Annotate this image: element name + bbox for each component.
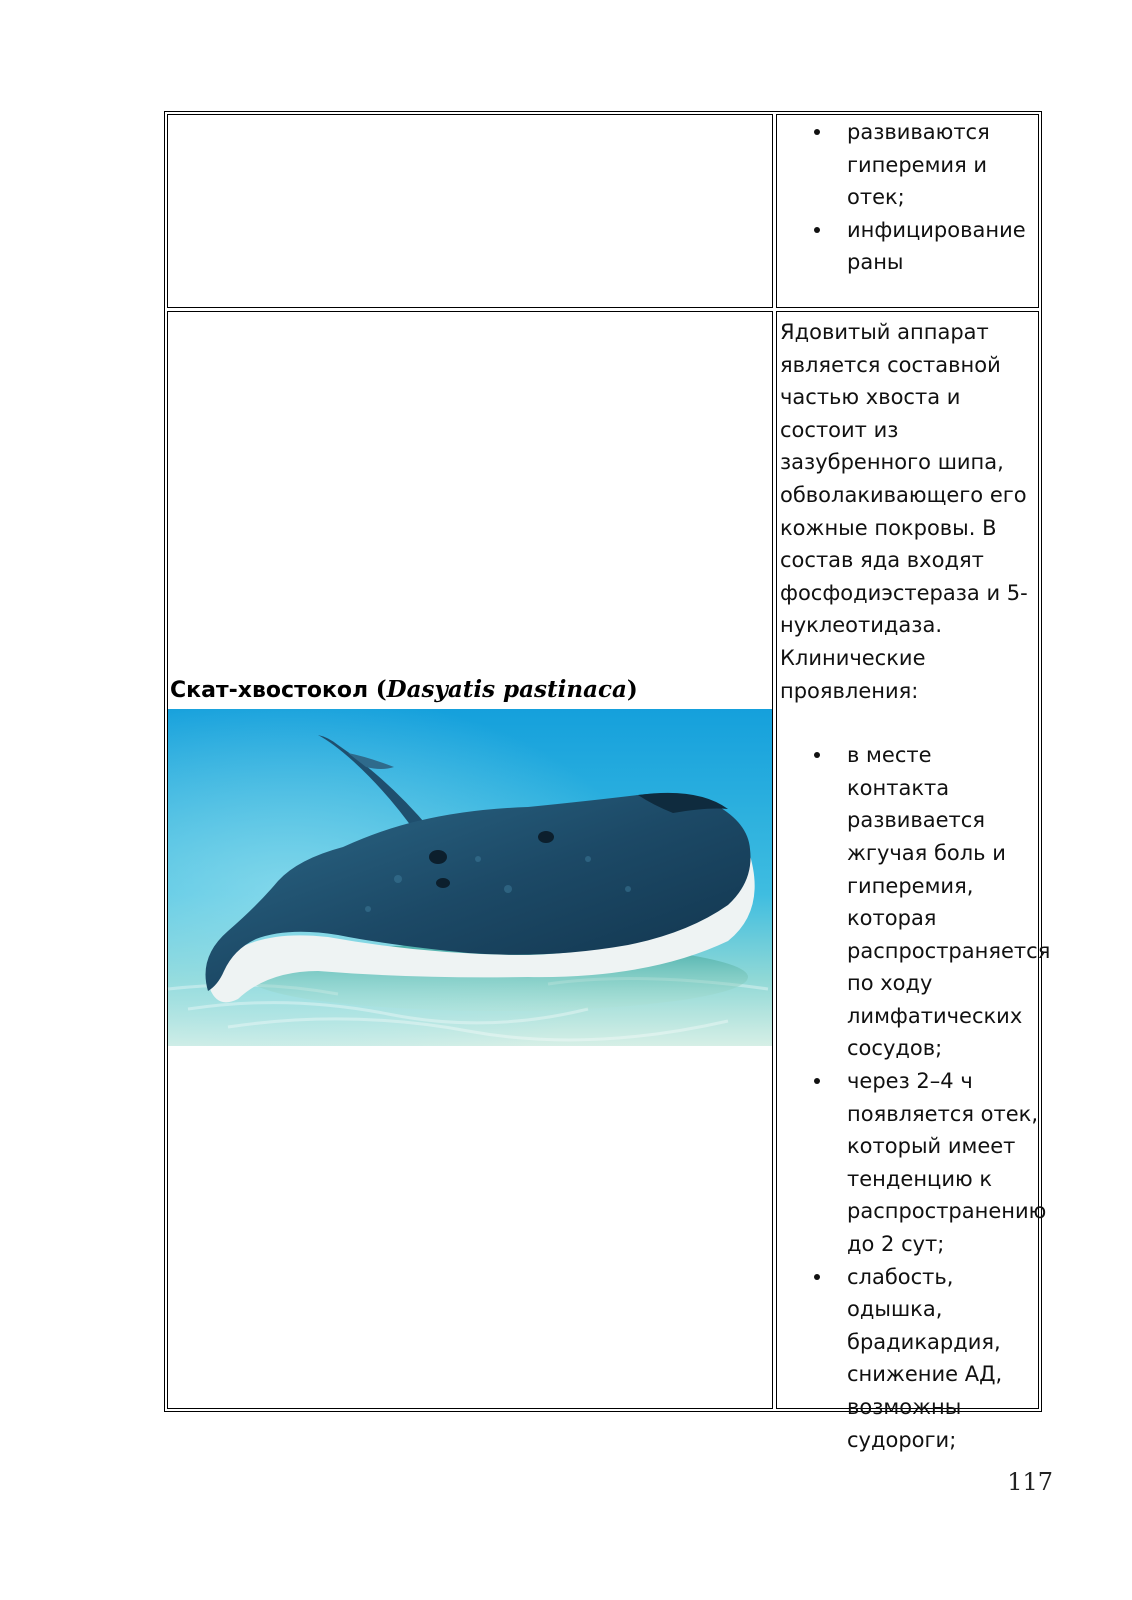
list-item: через 2–4 ч появляется отек, который имеет тенденцию к распространению до 2 сут; xyxy=(777,1065,1038,1261)
bullet-icon xyxy=(814,752,820,758)
open-paren: ( xyxy=(375,676,387,703)
bullet-icon xyxy=(814,1078,820,1084)
table-cell-description xyxy=(776,311,1051,1452)
bullet-icon xyxy=(814,1274,820,1280)
common-name: Скат-хвостокол xyxy=(170,678,369,703)
bullet-list xyxy=(777,116,1038,279)
stingray-illustration xyxy=(168,709,772,1046)
list-item: в месте контакта развивается жгучая боль и гиперемия, которая распространяется по ходу лимфатических сосудов; xyxy=(777,739,1038,1065)
bullet-icon xyxy=(814,129,820,135)
bullet-list xyxy=(777,739,1051,1456)
close-paren: ) xyxy=(626,676,638,703)
species-caption xyxy=(170,676,638,703)
table-cell-symptoms-continued xyxy=(776,114,1039,308)
page-number: 117 xyxy=(1007,1468,1053,1496)
latin-name: Dasyatis pastinaca xyxy=(386,676,627,703)
list-item: инфицирование раны xyxy=(777,214,1038,279)
list-item: развиваются гиперемия и отек; xyxy=(777,116,1038,214)
bullet-icon xyxy=(814,227,820,233)
venom-description: Ядовитый аппарат является составной частью хвоста и состоит из зазубренного шипа, обволакивающего его кожные покровы. В состав яда входят фосфодиэстераза и 5-нуклеотидаза. Клинические проявления: xyxy=(780,320,1028,703)
stingray-photo xyxy=(168,709,772,1046)
table-cell-empty xyxy=(167,114,773,308)
list-item: слабость, одышка, брадикардия, снижение АД, возможны судороги; xyxy=(777,1261,1038,1457)
